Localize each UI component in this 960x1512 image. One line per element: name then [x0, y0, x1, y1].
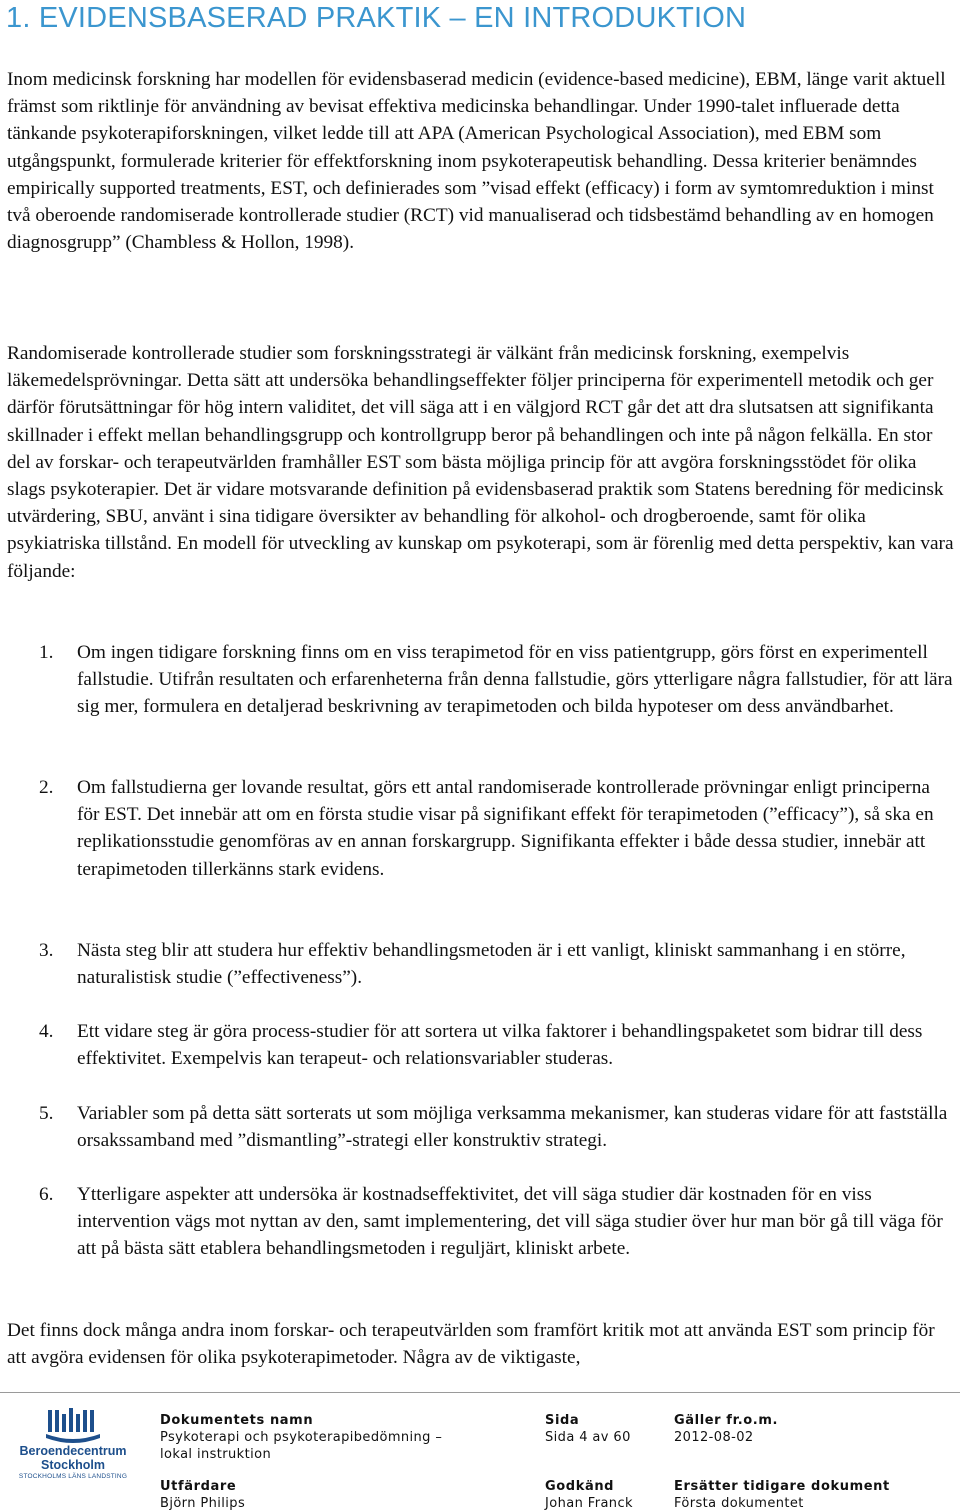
organization-logo: [18, 1408, 128, 1478]
approved-value: Johan Franck: [545, 1496, 633, 1511]
replaces-label: Ersätter tidigare dokument: [674, 1479, 890, 1494]
logo-name-line2: Stockholm: [41, 1458, 105, 1472]
issuer-value: Björn Philips: [160, 1496, 246, 1511]
issuer-label: Utfärdare: [160, 1479, 237, 1494]
valid-from-value: 2012-08-02: [674, 1430, 754, 1445]
list-text: Ett vidare steg är göra process-studier för att sortera ut vilka faktorer i behandlingspaketet som bidrar till dess effektivitet. Exempelvis kan terapeut- och relationsvariabler studeras.: [77, 1021, 923, 1070]
approved-label: Godkänd: [545, 1479, 615, 1494]
list-text: Om fallstudierna ger lovande resultat, görs ett antal randomiserade kontrollerade prövningar enligt principerna för EST. Det innebär att om en första studie visar på signifikant effekt för terapimetoden (”efficacy”), så ska en replikationsstudie genomföras av en annan forskargrupp. Signifikanta effekter i både dessa studier, innebär att terapimetoden tillerkänns stark evidens.: [77, 777, 934, 880]
list-number: 1.: [39, 642, 54, 663]
section-heading: 1. EVIDENSBASERAD PRAKTIK – EN INTRODUKTION: [6, 2, 747, 34]
critique-paragraph: Det finns dock många andra inom forskar- och terapeutvärlden som framfört kritik mot att använda EST som princip för att avgöra evidensen för olika psykoterapimetoder. Några av de viktigaste,: [7, 1320, 935, 1369]
replaces-value: Första dokumentet: [674, 1496, 804, 1511]
list-number: 5.: [39, 1103, 54, 1124]
landsting-crown-logo-icon: [44, 1408, 102, 1444]
list-text: Ytterligare aspekter att undersöka är kostnadseffektivitet, det vill säga studier där kostnaden för en viss intervention vägs mot nyttan av den, samt implementering, det vill säga studier över hur man bör gå till väga för att på bästa sätt etablera behandlingsmetoden i reguljärt, kliniskt arbete.: [77, 1184, 943, 1260]
page-label: Sida: [545, 1413, 580, 1428]
list-text: Om ingen tidigare forskning finns om en viss terapimetod för en viss patientgrupp, görs först en experimentell fallstudie. Utifrån resultaten och erfarenheterna från denna fallstudie, görs ytterligare några fallstudier, för att lära sig mer, formulera en detaljerad beskrivning av terapimetoden och bilda hypoteser om dess användbarhet.: [77, 642, 953, 718]
valid-from-label: Gäller fr.o.m.: [674, 1413, 779, 1428]
list-number: 2.: [39, 777, 54, 798]
doc-name-value-line2: lokal instruktion: [160, 1447, 272, 1462]
logo-name-line1: Beroendecentrum: [19, 1444, 127, 1458]
list-number: 6.: [39, 1184, 54, 1205]
doc-name-value-line1: Psykoterapi och psykoterapibedömning –: [160, 1430, 443, 1445]
page-value: Sida 4 av 60: [545, 1430, 631, 1445]
footer-divider: [0, 1392, 960, 1393]
list-text: Variabler som på detta sätt sorterats ut som möjliga verksamma mekanismer, kan studeras vidare för att fastställa orsakssamband med ”dismantling”-strategi eller konstruktiv strategi.: [77, 1103, 948, 1152]
rct-paragraph: Randomiserade kontrollerade studier som forskningsstrategi är välkänt från medicinsk forskning, exempelvis läkemedelsprövningar. Detta sätt att undersöka behandlingseffekter följer principerna för experimentell metodik och ger därför förutsättningar för hög intern validitet, det vill säga att i en välgjord RCT går det att dra slutsatsen att signifikanta skillnader i effekt mellan behandlingsgrupp och kontrollgrupp beror på behandlingen och inte på någon felkälla. En stor del av forskar- och terapeutvärlden framhåller EST som bästa möjliga princip för att avgöra forskningsstödet för olika slags psykoterapier. Det är vidare motsvarande definition på evidensbaserad praktik som Statens beredning för medicinsk utvärdering, SBU, använt i sina tidigare översikter av behandling för alkohol- och drogberoende, samt för olika psykiatriska tillstånd. En modell för utveckling av kunskap om psykoterapi, som är förenlig med detta perspektiv, kan vara följande:: [7, 343, 954, 582]
list-number: 3.: [39, 940, 54, 961]
logo-subtitle: STOCKHOLMS LÄNS LANDSTING: [18, 1473, 128, 1480]
doc-name-label: Dokumentets namn: [160, 1413, 314, 1428]
list-text: Nästa steg blir att studera hur effektiv behandlingsmetoden är i ett vanligt, kliniskt sammanhang i en större, naturalistisk studie (”effectiveness”).: [77, 940, 906, 989]
list-number: 4.: [39, 1021, 54, 1042]
intro-paragraph: Inom medicinsk forskning har modellen för evidensbaserad medicin (evidence-based medicine), EBM, länge varit aktuell främst som riktlinje för användning av bevisat effektiva medicinska behandlingar. Under 1990-talet influerade detta tänkande psykoterapiforskningen, vilket ledde till att APA (American Psychological Association), med EBM som utgångspunkt, formulerade kriterier för effektforskning inom psykoterapeutisk behandling. Dessa kriterier benämndes empirically supported treatments, EST, och definierades som ”visad effekt (efficacy) i form av symtomreduktion i minst två oberoende randomiserade kontrollerade studier (RCT) vid manualiserad och tidsbestämd behandling av en homogen diagnosgrupp” (Chambless & Hollon, 1998).: [7, 69, 946, 254]
